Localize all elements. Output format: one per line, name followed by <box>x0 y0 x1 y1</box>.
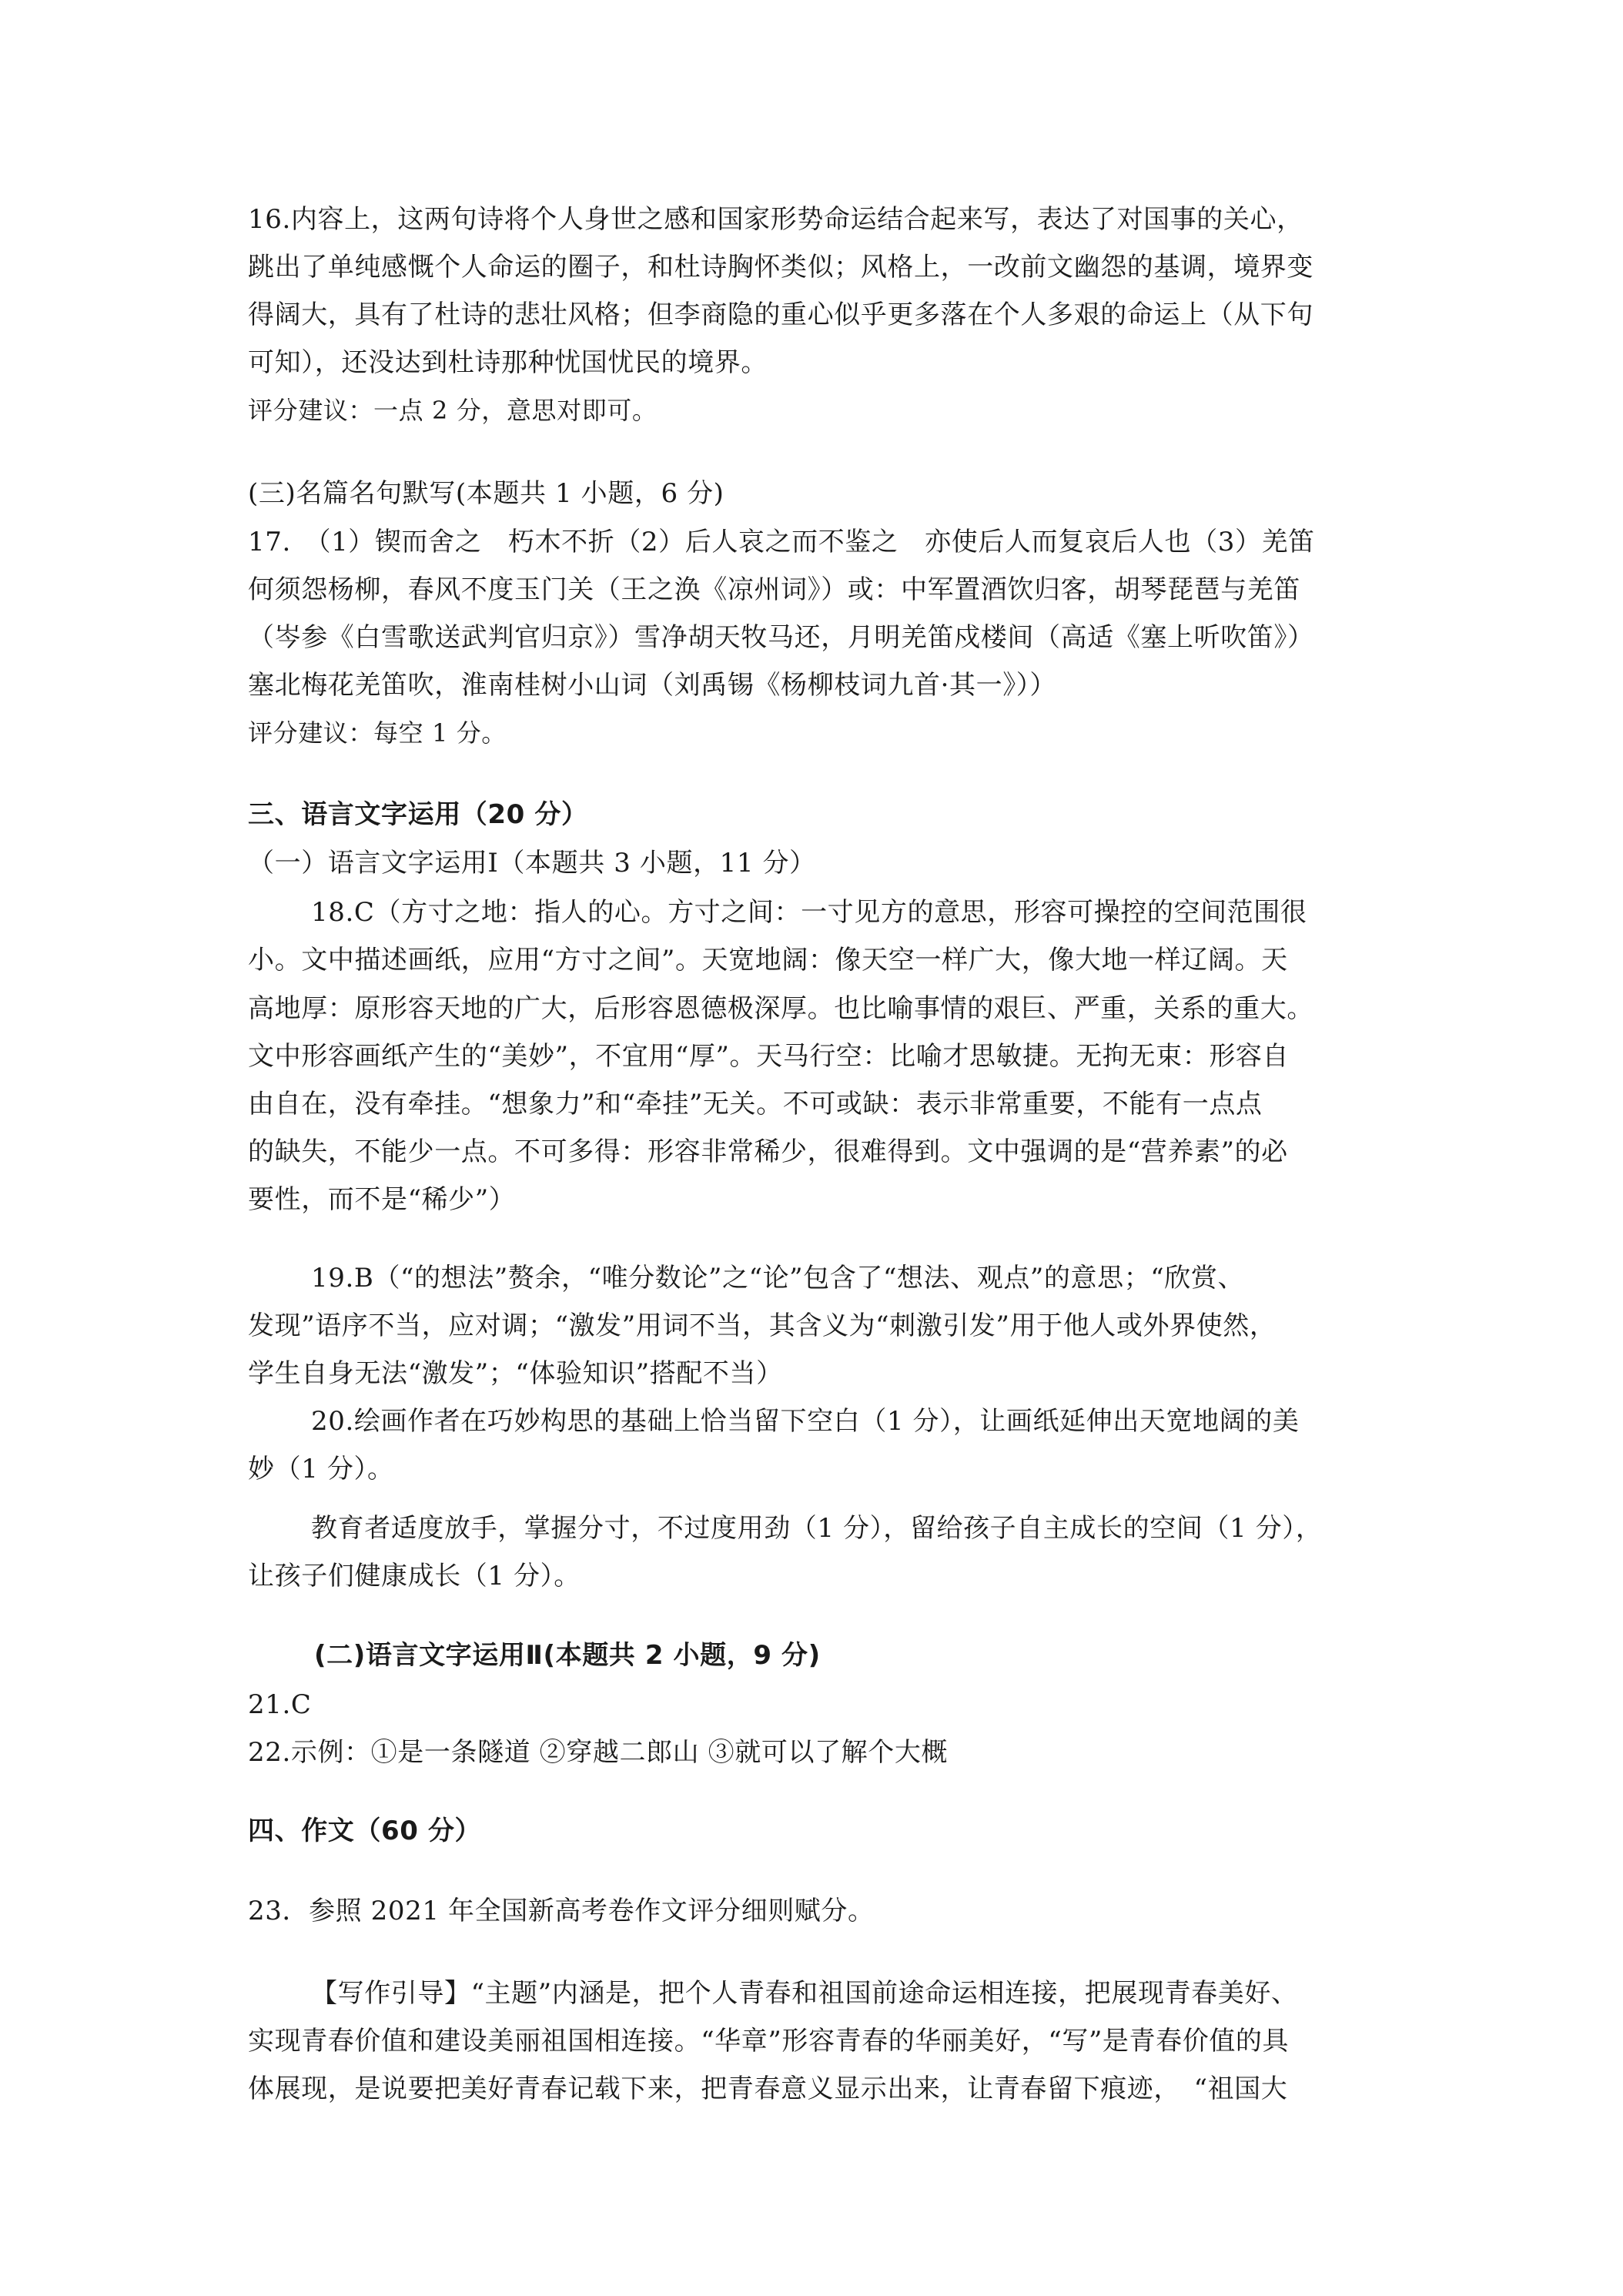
part-3-title: 三、语言文字运用（20 分） <box>248 799 588 830</box>
q18-line-2: 小。文中描述画纸，应用“方寸之间”。天宽地阔：像天空一样广大，像大地一样辽阔。天 <box>248 945 1288 976</box>
q17-line-4: 塞北梅花羌笛吹，淮南桂树小山词（刘禹锡《杨柳枝词九首·其一》）） <box>248 670 1057 701</box>
writing-guide-line-3: 体展现，是说要把美好青春记载下来，把青春意义显示出来，让青春留下痕迹， “祖国大 <box>248 2073 1288 2104</box>
part-4-title: 四、作文（60 分） <box>248 1816 482 1846</box>
q20-line-3: 教育者适度放手，掌握分寸，不过度用劲（1 分），留给孩子自主成长的空间（1 分）， <box>311 1513 1323 1544</box>
q17-scoring-note: 评分建议：每空 1 分。 <box>248 718 507 748</box>
part-3-subtitle-1: （一）语言文字运用Ⅰ（本题共 3 小题，11 分） <box>248 848 816 879</box>
q18-line-5: 由自在，没有牵挂。“想象力”和“牵挂”无关。不可或缺：表示非常重要，不能有一点点 <box>248 1089 1263 1120</box>
q18-line-7: 要性，而不是“稀少”） <box>248 1184 516 1215</box>
q20-line-4: 让孩子们健康成长（1 分）。 <box>248 1561 581 1591</box>
q19-line-2: 发现”语序不当，应对调；“激发”用词不当，其含义为“刺激引发”用于他人或外界使然， <box>248 1310 1277 1341</box>
q16-scoring-note: 评分建议：一点 2 分，意思对即可。 <box>248 396 658 425</box>
q19-line-1: 19.B（“的想法”赘余，“唯分数论”之“论”包含了“想法、观点”的意思；“欣赏、 <box>311 1263 1245 1294</box>
section-3-header: (三)名篇名句默写(本题共 1 小题，6 分) <box>248 478 724 509</box>
q16-line-4: 可知），还没达到杜诗那种忧国忧民的境界。 <box>248 347 768 378</box>
q16-line-3: 得阔大，具有了杜诗的悲壮风格；但李商隐的重心似乎更多落在个人多艰的命运上（从下句 <box>248 300 1313 330</box>
q16-line-2: 跳出了单纯感慨个人命运的圈子，和杜诗胸怀类似；风格上，一改前文幽怨的基调，境界变 <box>248 252 1313 283</box>
q18-line-3: 高地厚：原形容天地的广大，后形容恩德极深厚。也比喻事情的艰巨、严重，关系的重大。 <box>248 993 1313 1024</box>
writing-guide-line-2: 实现青春价值和建设美丽祖国相连接。“华章”形容青春的华丽美好，“写”是青春价值的具 <box>248 2026 1290 2057</box>
q20-line-1: 20.绘画作者在巧妙构思的基础上恰当留下空白（1 分），让画纸延伸出天宽地阔的美 <box>311 1406 1300 1437</box>
q22-answer: 22.示例：①是一条隧道 ②穿越二郎山 ③就可以了解个大概 <box>248 1737 949 1768</box>
q18-line-1: 18.C（方寸之地：指人的心。方寸之间：一寸见方的意思，形容可操控的空间范围很 <box>311 897 1307 928</box>
q18-line-6: 的缺失，不能少一点。不可多得：形容非常稀少，很难得到。文中强调的是“营养素”的必 <box>248 1136 1288 1167</box>
writing-guide-line-1: 【写作引导】“主题”内涵是，把个人青春和祖国前途命运相连接，把展现青春美好、 <box>311 1978 1298 2009</box>
q20-line-2: 妙（1 分）。 <box>248 1454 394 1484</box>
q19-line-3: 学生自身无法“激发”；“体验知识”搭配不当） <box>248 1358 783 1389</box>
q17-line-1: 17. （1）锲而舍之 朽木不折（2）后人哀之而不鉴之 亦使后人而复哀后人也（3）羌笛 <box>248 527 1315 557</box>
q16-line-1: 16.内容上，这两句诗将个人身世之感和国家形势命运结合起来写，表达了对国事的关心， <box>248 204 1303 235</box>
q21-answer: 21.C <box>248 1689 312 1720</box>
q17-line-3: （岑参《白雪歌送武判官归京》）雪净胡天牧马还，月明羌笛戍楼间（高适《塞上听吹笛》） <box>248 622 1314 653</box>
q17-line-2: 何须怨杨柳，春风不度玉门关（王之涣《凉州词》）或：中军置酒饮归客，胡琴琵琶与羌笛 <box>248 574 1300 605</box>
q23-text: 23．参照 2021 年全国新高考卷作文评分细则赋分。 <box>248 1896 875 1926</box>
q18-line-4: 文中形容画纸产生的“美妙”，不宜用“厚”。天马行空：比喻才思敏捷。无拘无束：形容自 <box>248 1041 1290 1072</box>
part-3-subtitle-2: (二)语言文字运用Ⅱ(本题共 2 小题，9 分) <box>314 1640 821 1671</box>
